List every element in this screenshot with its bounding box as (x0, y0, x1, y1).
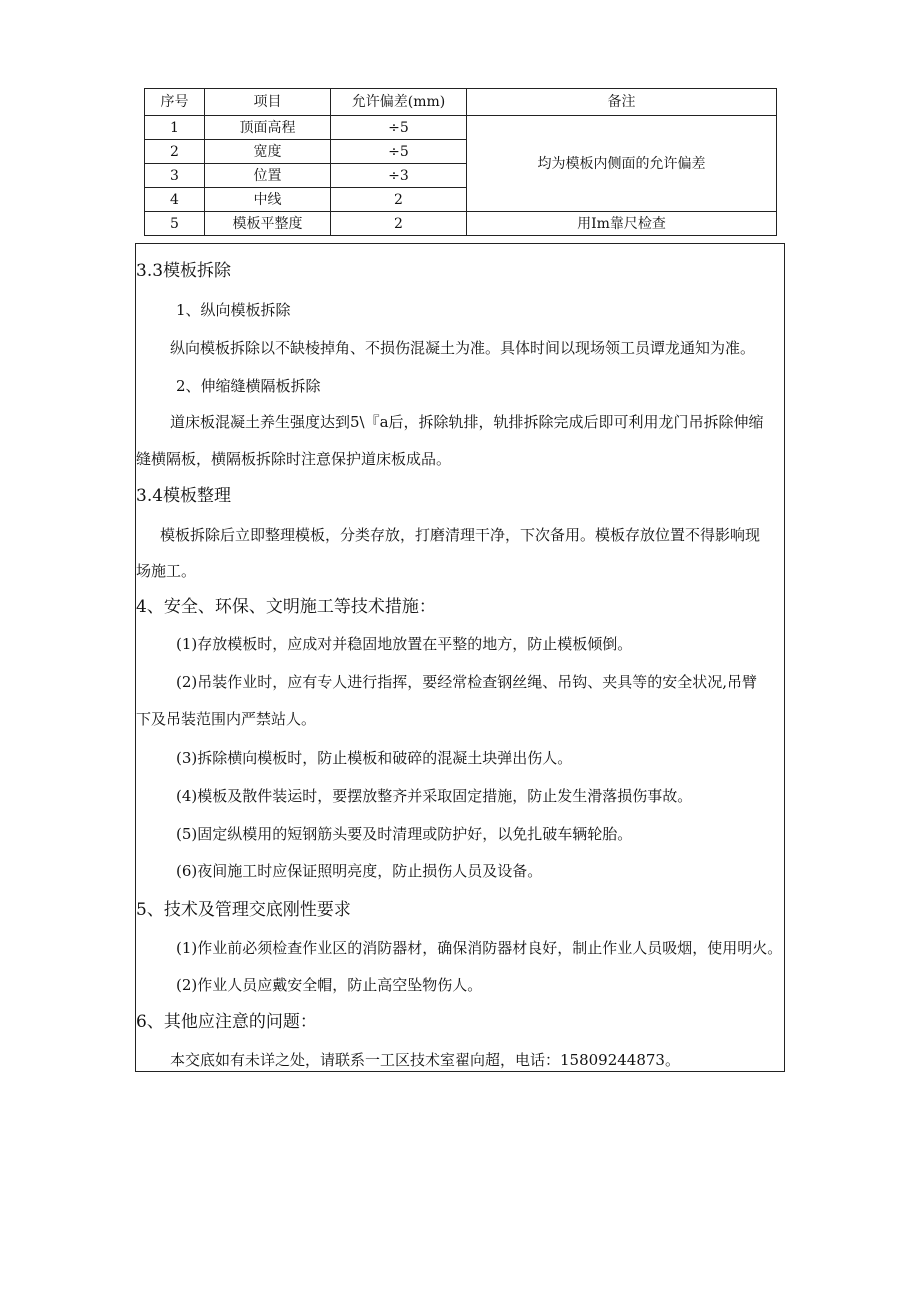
section-3-3-title: 3.3模板拆除 (136, 261, 232, 281)
section-4-item5: (5)固定纵模用的短钢筋头要及时清理或防护好，以免扎破车辆轮胎。 (176, 825, 633, 843)
cell-no: 1 (145, 116, 205, 140)
header-no: 序号 (145, 89, 205, 116)
section-4-item2-line2: 下及吊装范围内严禁站人。 (136, 710, 317, 728)
section-4-title: 4、安全、环保、文明施工等技术措施： (136, 597, 436, 617)
tolerance-table (144, 88, 777, 236)
table-row (145, 116, 777, 140)
section-5-title: 5、技术及管理交底刚性要求 (136, 900, 351, 920)
section-3-3-para2-line2: 缝横隔板，横隔板拆除时注意保护道床板成品。 (136, 450, 452, 468)
cell-tolerance: ÷3 (331, 164, 467, 188)
cell-merged-note: 均为模板内侧面的允许偏差 (467, 116, 777, 212)
header-tolerance: 允许偏差(mm) (331, 89, 467, 116)
cell-no: 5 (145, 212, 205, 236)
cell-tolerance: 2 (331, 212, 467, 236)
section-5-item2: (2)作业人员应戴安全帽，防止高空坠物伤人。 (176, 976, 483, 994)
header-item: 项目 (205, 89, 331, 116)
cell-item: 中线 (205, 188, 331, 212)
cell-no: 3 (145, 164, 205, 188)
cell-note: 用Im靠尺检查 (467, 212, 777, 236)
section-4-item3: (3)拆除横向模板时，防止模板和破碎的混凝土块弹出伤人。 (176, 749, 573, 767)
section-3-3-sub1: 1、纵向模板拆除 (176, 301, 291, 319)
section-3-3-para1: 纵向模板拆除以不缺棱掉角、不损伤混凝土为准。具体时间以现场领工员谭龙通知为准。 (170, 339, 756, 357)
cell-item: 位置 (205, 164, 331, 188)
section-4-item1: (1)存放模板时，应成对并稳固地放置在平整的地方，防止模板倾倒。 (176, 635, 633, 653)
section-3-4-para-line2: 场施工。 (136, 562, 197, 580)
section-6-title: 6、其他应注意的问题： (136, 1012, 317, 1032)
section-3-3-para2-line1: 道床板混凝土养生强度达到5\『a后，拆除轨排，轨排拆除完成后即可利用龙门吊拆除伸缩 (170, 413, 764, 431)
header-note: 备注 (467, 89, 777, 116)
section-3-4-para-line1: 模板拆除后立即整理模板，分类存放，打磨清理干净，下次备用。模板存放位置不得影响现 (160, 526, 761, 544)
table-row (145, 212, 777, 236)
section-5-item1: (1)作业前必须检查作业区的消防器材，确保消防器材良好，制止作业人员吸烟，使用明火。 (176, 939, 783, 957)
section-4-item2-line1: (2)吊装作业时，应有专人进行指挥，要经常检查钢丝绳、吊钩、夹具等的安全状况,吊臂 (176, 673, 758, 691)
section-6-para: 本交底如有未详之处，请联系一工区技术室翟向超，电话：15809244873。 (170, 1051, 680, 1069)
cell-item: 模板平整度 (205, 212, 331, 236)
cell-no: 4 (145, 188, 205, 212)
table-header-row (145, 89, 777, 116)
cell-tolerance: 2 (331, 188, 467, 212)
section-3-3-sub2: 2、伸缩缝横隔板拆除 (176, 377, 321, 395)
cell-item: 顶面高程 (205, 116, 331, 140)
section-4-item4: (4)模板及散件装运时，要摆放整齐并采取固定措施，防止发生滑落损伤事故。 (176, 787, 693, 805)
cell-item: 宽度 (205, 140, 331, 164)
cell-tolerance: ÷5 (331, 116, 467, 140)
content-box (135, 243, 785, 1072)
section-3-4-title: 3.4模板整理 (136, 486, 232, 506)
cell-no: 2 (145, 140, 205, 164)
cell-tolerance: ÷5 (331, 140, 467, 164)
section-4-item6: (6)夜间施工时应保证照明亮度，防止损伤人员及设备。 (176, 862, 543, 880)
